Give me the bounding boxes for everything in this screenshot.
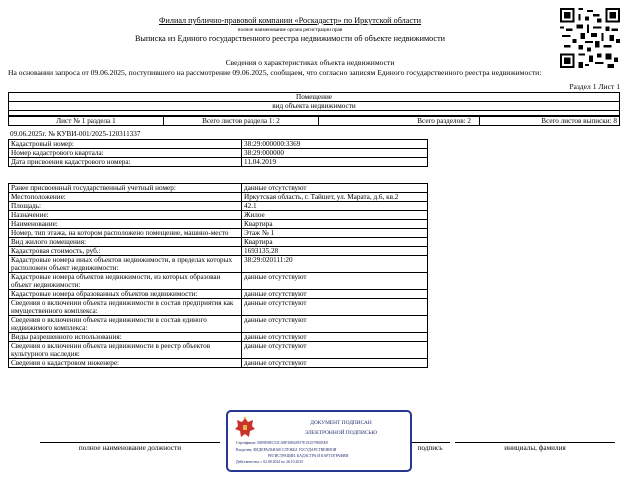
table-row (9, 290, 428, 299)
object-type-table (8, 92, 620, 116)
coat-of-arms-icon (234, 416, 256, 440)
table-row (9, 333, 428, 342)
sheet-info-table (8, 116, 620, 126)
table-row (9, 273, 428, 290)
table-row (9, 238, 428, 247)
field-label: Кадастровые номера объектов недвижимости, из которых образован объект недвижимости: (9, 273, 242, 290)
request-text: На основании запроса от 09.06.2025, поступившего на рассмотрение 09.06.2025, сообщаем, что согласно записям Единого государственного реестра недвижимости: (8, 68, 542, 77)
field-value: Жилое (242, 211, 428, 220)
field-value: данные отсутствуют (242, 273, 428, 290)
main-fields-table (8, 139, 428, 167)
table-row (9, 342, 428, 359)
field-label: Наименование: (9, 220, 242, 229)
stamp-owner-line-2: РЕГИСТРАЦИИ, КАДАСТРА И КАРТОГРАФИИ (268, 454, 349, 458)
table-row (9, 247, 428, 256)
total-sections: Всего разделов: 2 (319, 117, 480, 126)
field-value: данные отсутствуют (242, 290, 428, 299)
field-value: Квартира (242, 238, 428, 247)
table-row (9, 220, 428, 229)
field-value: 38:29:020111:20 (242, 256, 428, 273)
name-line (455, 442, 615, 443)
field-value: 11.04.2019 (242, 158, 428, 167)
field-label: Местоположение: (9, 193, 242, 202)
name-caption: инициалы, фамилия (504, 444, 566, 452)
total-sheets-extract: Всего листов выписки: 8 (480, 117, 620, 126)
table-row (9, 193, 428, 202)
field-label: Кадастровые номера образованных объектов недвижимости: (9, 290, 242, 299)
section-label: Раздел 1 Лист 1 (569, 82, 620, 91)
info-title: Сведения о характеристиках объекта недвижимости (225, 58, 395, 67)
position-line (40, 442, 220, 443)
field-value: 42.1 (242, 202, 428, 211)
table-row (9, 359, 428, 368)
table-row (9, 229, 428, 238)
field-value: данные отсутствуют (242, 333, 428, 342)
details-table (8, 183, 428, 368)
field-label: Площадь: (9, 202, 242, 211)
field-label: Сведения о кадастровом инженере: (9, 359, 242, 368)
object-type-spacer (9, 111, 620, 116)
signature-caption: подпись (417, 444, 443, 452)
organization-caption: полное наименование органа регистрации прав (237, 27, 343, 33)
field-value: данные отсутствуют (242, 299, 428, 316)
organization-name: Филиал публично-правовой компании «Роскадастр» по Иркутской области (159, 16, 421, 25)
stamp-certificate: Сертификат: 00F0E8EC53CA8F30B43957E1E2579B05E0 (236, 441, 328, 445)
position-caption: полное наименование должности (78, 444, 182, 452)
field-value: данные отсутствуют (242, 359, 428, 368)
table-row (9, 299, 428, 316)
field-label: Номер кадастрового квартала: (9, 149, 242, 158)
extract-title: Выписка из Единого государственного реестра недвижимости об объекте недвижимости (134, 34, 446, 43)
field-label: Сведения о включении объекта недвижимости в состав предприятия как имущественного комплекса: (9, 299, 242, 316)
field-value: данные отсутствуют (242, 342, 428, 359)
table-row (9, 211, 428, 220)
table-row (9, 140, 428, 149)
field-value: 38:29:000000 (242, 149, 428, 158)
total-sheets-section: Всего листов раздела 1: 2 (164, 117, 319, 126)
field-label: Сведения о включении объекта недвижимости в состав единого недвижимого комплекса: (9, 316, 242, 333)
table-row (9, 149, 428, 158)
table-row (9, 184, 428, 193)
field-label: Кадастровая стоимость, руб.: (9, 247, 242, 256)
field-label: Кадастровые номера иных объектов недвижимости, в пределах которых расположен объект недвижимости: (9, 256, 242, 273)
qr-code-icon (560, 8, 620, 68)
table-row (9, 158, 428, 167)
stamp-valid: Действителен: с 02.08.2024 по 26.10.2025 (236, 460, 304, 464)
field-value: Квартира (242, 220, 428, 229)
stamp-line-2: ЭЛЕКТРОННОЙ ПОДПИСЬЮ (304, 430, 378, 436)
table-row (9, 256, 428, 273)
document-number: 09.06.2025г. № КУВИ-001/2025-120311337 (10, 130, 141, 138)
field-label: Вид жилого помещения: (9, 238, 242, 247)
table-row (9, 316, 428, 333)
field-label: Кадастровый номер: (9, 140, 242, 149)
sheet-number: Лист № 1 раздела 1 (9, 117, 164, 126)
field-label: Ранее присвоенный государственный учетный номер: (9, 184, 242, 193)
field-value: данные отсутствуют (242, 316, 428, 333)
field-label: Виды разрешенного использования: (9, 333, 242, 342)
field-label: Номер, тип этажа, на котором расположено помещение, машино-место (9, 229, 242, 238)
stamp-owner-line-1: Владелец: ФЕДЕРАЛЬНАЯ СЛУЖБА ГОСУДАРСТВЕННОЙ (236, 448, 337, 452)
field-label: Дата присвоения кадастрового номера: (9, 158, 242, 167)
field-value: Иркутская область, г. Тайшет, ул. Марата, д.6, кв.2 (242, 193, 428, 202)
table-row (9, 202, 428, 211)
signature-line (410, 442, 450, 443)
field-value: данные отсутствуют (242, 184, 428, 193)
electronic-signature-stamp (226, 410, 412, 472)
object-type-caption: вид объекта недвижимости (9, 102, 620, 111)
field-value: 1693135.28 (242, 247, 428, 256)
field-value: 38:29:000000:3369 (242, 140, 428, 149)
field-value: Этаж № 1 (242, 229, 428, 238)
object-type: Помещение (9, 93, 620, 102)
stamp-line-1: ДОКУМЕНТ ПОДПИСАН (310, 420, 372, 426)
field-label: Назначение: (9, 211, 242, 220)
field-label: Сведения о включении объекта недвижимости в реестр объектов культурного наследия: (9, 342, 242, 359)
